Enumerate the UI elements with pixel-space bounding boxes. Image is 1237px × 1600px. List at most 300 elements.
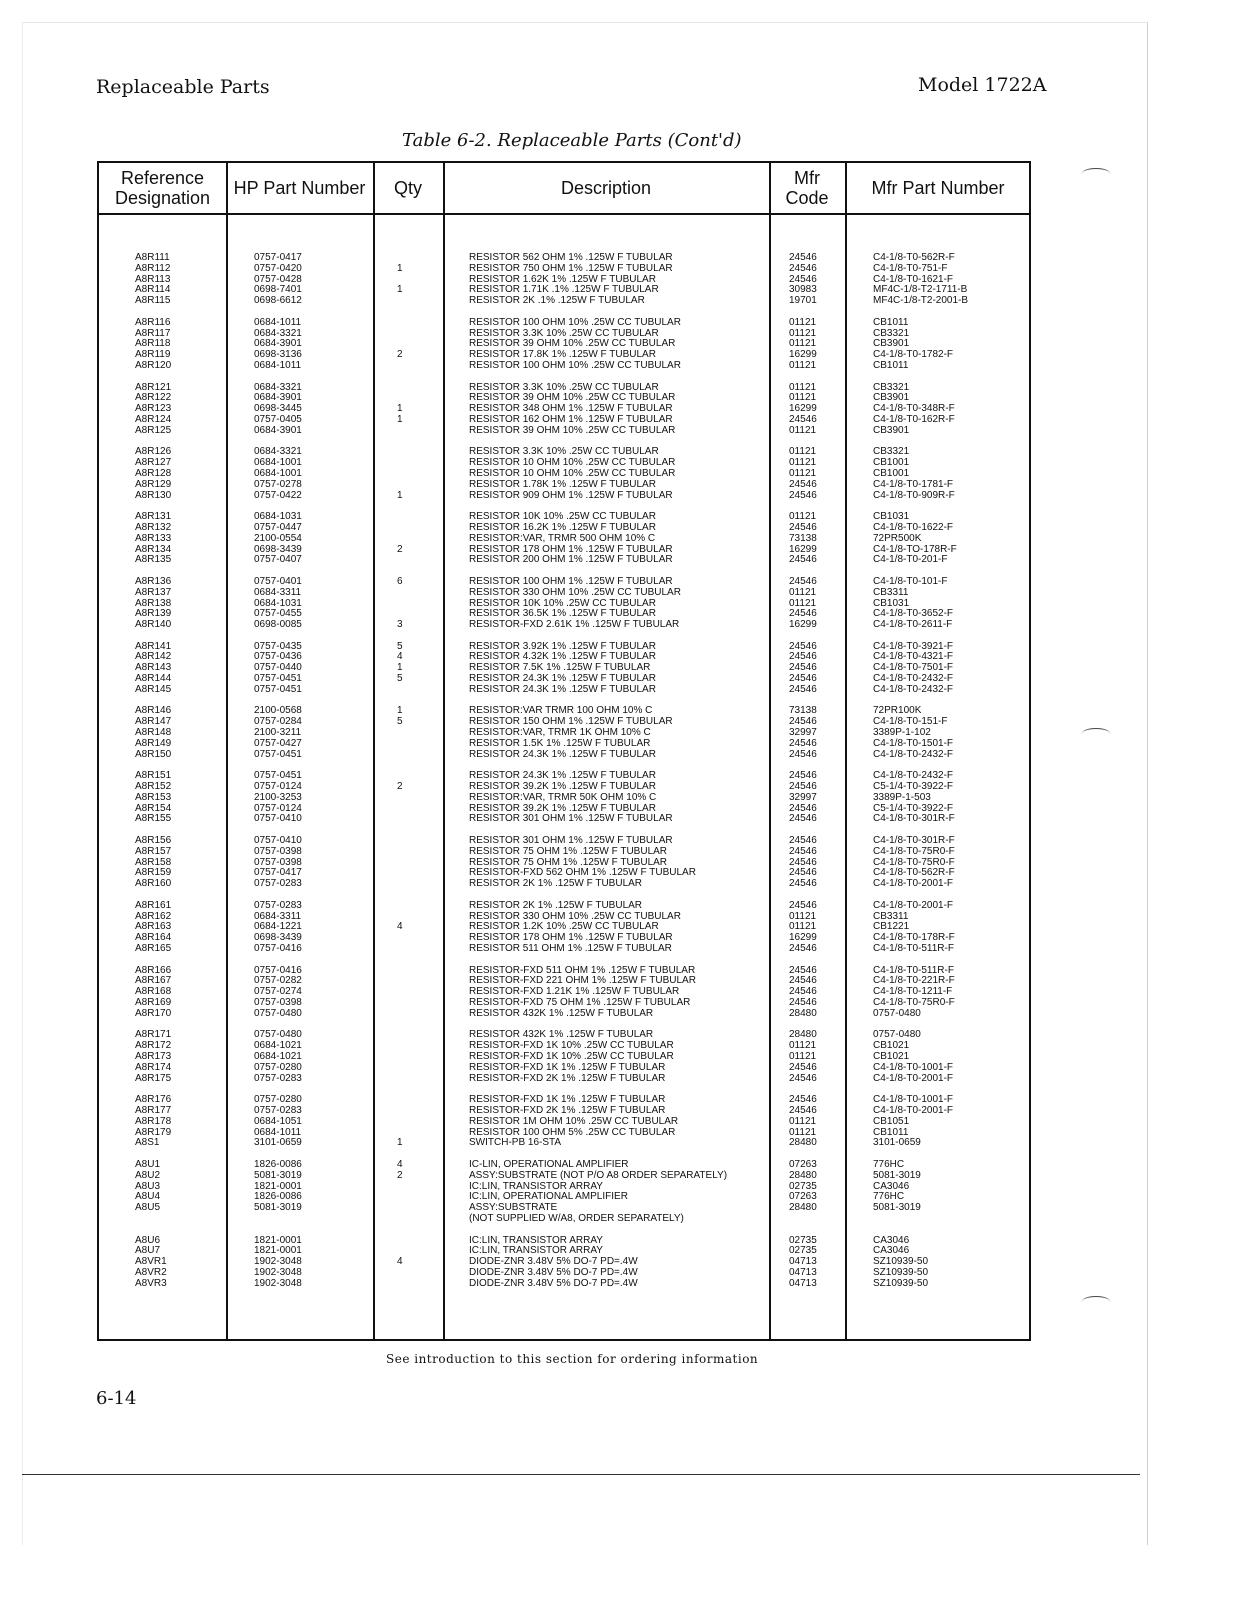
cell-ref-designation: A8R128 — [135, 467, 172, 479]
cell-ref-designation: A8R122 — [135, 392, 172, 404]
cell-mfr-code: 24546 — [789, 413, 817, 425]
row-group — [99, 642, 1029, 696]
table-row — [99, 750, 1029, 761]
cell-mfr-part-number: CA3046 — [873, 1234, 910, 1246]
cell-mfr-code: 16299 — [789, 619, 817, 631]
cell-description: RESISTOR 10K 10% .25W CC TUBULAR — [469, 597, 656, 609]
cell-mfr-code: 32997 — [789, 791, 817, 803]
cell-hp-part-number: 0684-3901 — [254, 338, 302, 350]
cell-hp-part-number: 0757-0283 — [254, 1072, 302, 1084]
table-row — [99, 847, 1029, 858]
cell-description: RESISTOR 330 OHM 10% .25W CC TUBULAR — [469, 586, 681, 598]
cell-ref-designation: A8R159 — [135, 867, 172, 879]
cell-hp-part-number: 5081-3019 — [254, 1202, 302, 1214]
cell-description: RESISTOR-FXD 2K 1% .125W F TUBULAR — [469, 1072, 666, 1084]
cell-mfr-code: 24546 — [789, 986, 817, 998]
cell-ref-designation: A8R132 — [135, 521, 172, 533]
row-group — [99, 901, 1029, 955]
cell-hp-part-number: 0757-0398 — [254, 845, 302, 857]
binding-mark — [1082, 168, 1110, 179]
cell-description: RESISTOR 100 OHM 5% .25W CC TUBULAR — [469, 1126, 676, 1138]
table-row — [99, 620, 1029, 631]
cell-qty: 4 — [397, 1158, 403, 1170]
cell-mfr-part-number: CB1021 — [873, 1040, 910, 1052]
cell-hp-part-number: 0698-3445 — [254, 403, 302, 415]
cell-mfr-code: 32997 — [789, 727, 817, 739]
cell-ref-designation: A8R163 — [135, 921, 172, 933]
cell-mfr-part-number: C4-1/8-T0-2001-F — [873, 1072, 954, 1084]
cell-hp-part-number: 0757-0280 — [254, 1061, 302, 1073]
cell-description: RESISTOR 909 OHM 1% .125W F TUBULAR — [469, 489, 673, 501]
cell-ref-designation: A8R149 — [135, 737, 172, 749]
cell-hp-part-number: 0757-0283 — [254, 878, 302, 890]
cell-mfr-part-number: CB3321 — [873, 327, 910, 339]
cell-description: RESISTOR-FXD 75 OHM 1% .125W F TUBULAR — [469, 996, 691, 1008]
cell-mfr-code: 24546 — [789, 975, 817, 987]
cell-description: RESISTOR 2K 1% .125W F TUBULAR — [469, 899, 643, 911]
cell-description: RESISTOR 10K 10% .25W CC TUBULAR — [469, 511, 656, 523]
cell-ref-designation: A8R157 — [135, 845, 172, 857]
cell-ref-designation: A8R118 — [135, 338, 171, 350]
cell-mfr-part-number: CB3901 — [873, 392, 910, 404]
cell-mfr-code: 04713 — [789, 1277, 817, 1289]
cell-ref-designation: A8R123 — [135, 403, 172, 415]
cell-mfr-code: 28480 — [789, 1007, 817, 1019]
cell-mfr-part-number: C4-1/8-T0-1211-F — [873, 986, 953, 998]
cell-mfr-part-number: C4-1/8-T0-2001-F — [873, 1104, 954, 1116]
cell-description: IC:LIN, OPERATIONAL AMPLIFIER — [469, 1191, 628, 1203]
cell-mfr-code: 01121 — [789, 381, 817, 393]
cell-description: RESISTOR 36.5K 1% .125W F TUBULAR — [469, 608, 656, 620]
cell-description: RESISTOR 1M OHM 10% .25W CC TUBULAR — [469, 1115, 679, 1127]
cell-description: RESISTOR-FXD 1K 10% .25W CC TUBULAR — [469, 1040, 674, 1052]
cell-qty: 3 — [397, 619, 403, 631]
row-group — [99, 836, 1029, 890]
cell-hp-part-number: 0757-0283 — [254, 899, 302, 911]
cell-hp-part-number: 0684-3901 — [254, 424, 302, 436]
cell-ref-designation: A8R165 — [135, 943, 172, 954]
cell-mfr-code: 24546 — [789, 996, 817, 1008]
cell-ref-designation: A8R179 — [135, 1126, 172, 1138]
cell-ref-designation: A8R131 — [135, 511, 172, 523]
cell-hp-part-number: 0684-1001 — [254, 467, 302, 479]
cell-ref-designation: A8R139 — [135, 608, 172, 620]
table-row — [99, 901, 1029, 912]
bottom-rule — [22, 1474, 1140, 1475]
cell-ref-designation: A8U6 — [135, 1234, 161, 1246]
cell-description: RESISTOR-FXD 1K 1% .125W F TUBULAR — [469, 1061, 666, 1073]
table-row — [99, 1117, 1029, 1128]
table-row — [99, 1009, 1029, 1020]
cell-description: RESISTOR 750 OHM 1% .125W F TUBULAR — [469, 262, 673, 274]
cell-mfr-code: 73138 — [789, 705, 817, 717]
cell-hp-part-number: 0757-0427 — [254, 737, 302, 749]
cell-mfr-code: 24546 — [789, 1061, 817, 1073]
cell-hp-part-number: 0684-1221 — [254, 921, 302, 933]
cell-mfr-code: 24546 — [789, 856, 817, 868]
ordering-note: See introduction to this section for ordering information — [386, 1352, 759, 1366]
cell-ref-designation: A8U2 — [135, 1169, 161, 1181]
cell-mfr-part-number: CB1001 — [873, 457, 910, 469]
cell-mfr-code: 01121 — [789, 1040, 817, 1052]
table-row — [99, 1214, 1029, 1225]
cell-description: (NOT SUPPLIED W/A8, ORDER SEPARATELY) — [469, 1212, 684, 1224]
table-row — [99, 480, 1029, 491]
cell-mfr-part-number: MF4C-1/8-T2-1711-B — [873, 284, 968, 296]
cell-ref-designation: A8R126 — [135, 446, 172, 458]
header-code-line1: Mfr — [794, 168, 820, 188]
row-group — [99, 1236, 1029, 1290]
cell-mfr-code: 01121 — [789, 424, 817, 436]
cell-hp-part-number: 1902-3048 — [254, 1256, 302, 1268]
table-row — [99, 814, 1029, 825]
cell-mfr-code: 24546 — [789, 1094, 817, 1106]
cell-description: RESISTOR 301 OHM 1% .125W F TUBULAR — [469, 835, 673, 847]
cell-hp-part-number: 0757-0398 — [254, 996, 302, 1008]
table-row — [99, 491, 1029, 502]
table-body — [99, 253, 1029, 1300]
header-mfr-code — [769, 163, 845, 213]
cell-mfr-part-number: C4-1/8-T0-75R0-F — [873, 845, 955, 857]
row-group — [99, 253, 1029, 307]
cell-ref-designation: A8R172 — [135, 1040, 172, 1052]
cell-description: RESISTOR 330 OHM 10% .25W CC TUBULAR — [469, 910, 681, 922]
cell-mfr-code: 02735 — [789, 1180, 817, 1192]
cell-hp-part-number: 0684-1011 — [254, 316, 302, 328]
cell-ref-designation: A8R129 — [135, 478, 172, 490]
cell-description: DIODE-ZNR 3.48V 5% DO-7 PD=.4W — [469, 1266, 638, 1278]
table-row — [99, 588, 1029, 599]
cell-ref-designation: A8R144 — [135, 673, 172, 685]
cell-qty: 2 — [397, 543, 403, 555]
cell-mfr-part-number: 72PR500K — [873, 532, 922, 544]
cell-qty: 4 — [397, 651, 403, 663]
header-ref-line2: Designation — [114, 188, 211, 208]
cell-mfr-code: 30983 — [789, 284, 817, 296]
cell-mfr-part-number: C4-1/8-T0-3652-F — [873, 608, 954, 620]
cell-mfr-part-number: CB1011 — [873, 316, 909, 328]
cell-ref-designation: A8R145 — [135, 683, 172, 695]
cell-mfr-part-number: SZ10939-50 — [873, 1256, 929, 1268]
cell-hp-part-number: 0684-3321 — [254, 381, 302, 393]
cell-mfr-code: 01121 — [789, 446, 817, 458]
cell-ref-designation: A8R119 — [135, 349, 171, 361]
cell-mfr-part-number: 5081-3019 — [873, 1169, 921, 1181]
cell-hp-part-number: 0757-0398 — [254, 856, 302, 868]
cell-ref-designation: A8R173 — [135, 1050, 172, 1062]
cell-description: RESISTOR 100 OHM 10% .25W CC TUBULAR — [469, 359, 681, 371]
cell-mfr-code: 16299 — [789, 349, 817, 361]
cell-ref-designation: A8R113 — [135, 273, 171, 285]
cell-description: DIODE-ZNR 3.48V 5% DO-7 PD=.4W — [469, 1256, 638, 1268]
cell-mfr-part-number: CB1021 — [873, 1050, 910, 1062]
parts-table — [97, 161, 1031, 1341]
cell-description: RESISTOR 100 OHM 10% .25W CC TUBULAR — [469, 316, 681, 328]
cell-description: RESISTOR 17.8K 1% .125W F TUBULAR — [469, 349, 656, 361]
cell-mfr-code: 01121 — [789, 316, 817, 328]
cell-ref-designation: A8VR1 — [135, 1256, 167, 1268]
cell-mfr-part-number: CB1011 — [873, 359, 909, 371]
cell-mfr-part-number: C4-1/8-TO-178R-F — [873, 543, 957, 555]
cell-mfr-part-number: C4-1/8-T0-751-F — [873, 262, 948, 274]
cell-qty: 1 — [397, 403, 403, 415]
cell-description: RESISTOR 178 OHM 1% .125W F TUBULAR — [469, 932, 673, 944]
table-row — [99, 426, 1029, 437]
cell-ref-designation: A8R167 — [135, 975, 172, 987]
cell-hp-part-number: 0757-0283 — [254, 1104, 302, 1116]
cell-description: RESISTOR 16.2K 1% .125W F TUBULAR — [469, 521, 656, 533]
cell-description: RESISTOR 1.62K 1% .125W F TUBULAR — [469, 273, 656, 285]
cell-hp-part-number: 0698-3439 — [254, 932, 302, 944]
cell-mfr-code: 01121 — [789, 1050, 817, 1062]
table-row — [99, 296, 1029, 307]
cell-hp-part-number: 0684-1031 — [254, 597, 302, 609]
cell-mfr-part-number: C4-1/8-T0-511R-F — [873, 964, 954, 976]
cell-mfr-part-number: C4-1/8-T0-1001-F — [873, 1094, 954, 1106]
table-row — [99, 1279, 1029, 1290]
cell-hp-part-number: 0757-0447 — [254, 521, 302, 533]
cell-mfr-code: 01121 — [789, 392, 817, 404]
cell-ref-designation: A8U3 — [135, 1180, 161, 1192]
table-row — [99, 944, 1029, 955]
cell-mfr-part-number: CB1221 — [873, 921, 910, 933]
cell-mfr-part-number: C4-1/8-T0-2432-F — [873, 673, 954, 685]
cell-hp-part-number: 0757-0440 — [254, 662, 302, 674]
cell-hp-part-number: 0757-0480 — [254, 1007, 302, 1019]
cell-mfr-part-number: SZ10939-50 — [873, 1277, 929, 1289]
cell-mfr-code: 24546 — [789, 781, 817, 793]
cell-description: ASSY:SUBSTRATE — [469, 1202, 558, 1214]
cell-mfr-part-number: C4-1/8-T0-562R-F — [873, 252, 955, 263]
cell-qty: 6 — [397, 575, 403, 587]
cell-mfr-part-number: C4-1/8-T0-301R-F — [873, 813, 955, 825]
cell-mfr-part-number: C5-1/4-T0-3922-F — [873, 781, 954, 793]
cell-description: RESISTOR 24.3K 1% .125W F TUBULAR — [469, 683, 656, 695]
cell-description: RESISTOR 432K 1% .125W F TUBULAR — [469, 1029, 654, 1041]
cell-mfr-code: 73138 — [789, 532, 817, 544]
cell-hp-part-number: 0684-1031 — [254, 511, 302, 523]
cell-description: RESISTOR 3.3K 10% .25W CC TUBULAR — [469, 327, 659, 339]
header-mfr-part-number: Mfr Part Number — [871, 178, 1005, 198]
binding-mark — [1082, 1296, 1110, 1307]
cell-mfr-part-number: 3389P-1-503 — [873, 791, 931, 803]
cell-mfr-code: 01121 — [789, 338, 817, 350]
cell-mfr-part-number: CB1011 — [873, 1126, 909, 1138]
cell-mfr-code: 24546 — [789, 683, 817, 695]
cell-hp-part-number: 2100-0568 — [254, 705, 302, 717]
cell-qty: 2 — [397, 349, 403, 361]
cell-qty: 1 — [397, 489, 403, 501]
cell-description: RESISTOR:VAR, TRMR 1K OHM 10% C — [469, 727, 651, 739]
cell-hp-part-number: 0757-0416 — [254, 943, 302, 954]
cell-mfr-code: 24546 — [789, 651, 817, 663]
cell-description: SWITCH-PB 16-STA — [469, 1137, 562, 1149]
cell-mfr-code: 07263 — [789, 1191, 817, 1203]
cell-mfr-code: 01121 — [789, 586, 817, 598]
cell-description: RESISTOR 3.3K 10% .25W CC TUBULAR — [469, 381, 659, 393]
cell-mfr-code: 24546 — [789, 273, 817, 285]
cell-description: RESISTOR:VAR, TRMR 500 OHM 10% C — [469, 532, 656, 544]
cell-hp-part-number: 0757-0405 — [254, 413, 302, 425]
cell-ref-designation: A8R151 — [135, 770, 172, 782]
cell-hp-part-number: 0757-0451 — [254, 770, 302, 782]
table-row — [99, 879, 1029, 890]
cell-mfr-code: 04713 — [789, 1266, 817, 1278]
cell-mfr-part-number: C4-1/8-T0-75R0-F — [873, 996, 955, 1008]
cell-hp-part-number: 1826-0086 — [254, 1158, 302, 1170]
table-row — [99, 318, 1029, 329]
cell-hp-part-number: 0684-1011 — [254, 359, 302, 371]
cell-mfr-part-number: C4-1/8-T0-1001-F — [873, 1061, 954, 1073]
cell-ref-designation: A8R136 — [135, 575, 172, 587]
cell-ref-designation: A8R135 — [135, 554, 172, 566]
cell-hp-part-number: 0757-0280 — [254, 1094, 302, 1106]
cell-description: RESISTOR 301 OHM 1% .125W F TUBULAR — [469, 813, 673, 825]
cell-mfr-part-number: CA3046 — [873, 1180, 910, 1192]
cell-description: RESISTOR-FXD 1K 1% .125W F TUBULAR — [469, 1094, 666, 1106]
cell-ref-designation: A8R176 — [135, 1094, 172, 1106]
cell-hp-part-number: 0684-3311 — [254, 586, 302, 598]
cell-hp-part-number: 0684-1051 — [254, 1115, 302, 1127]
cell-hp-part-number: 1821-0001 — [254, 1180, 302, 1192]
cell-ref-designation: A8R168 — [135, 986, 172, 998]
cell-hp-part-number: 0698-0085 — [254, 619, 302, 631]
cell-mfr-part-number: 0757-0480 — [873, 1007, 921, 1019]
cell-hp-part-number: 0757-0435 — [254, 640, 302, 652]
cell-description: RESISTOR-FXD 221 OHM 1% .125W F TUBULAR — [469, 975, 696, 987]
cell-mfr-part-number: C5-1/4-T0-3922-F — [873, 802, 954, 814]
cell-hp-part-number: 1902-3048 — [254, 1266, 302, 1278]
cell-mfr-code: 24546 — [789, 716, 817, 728]
cell-hp-part-number: 0757-0436 — [254, 651, 302, 663]
cell-hp-part-number: 0684-3321 — [254, 327, 302, 339]
cell-description: RESISTOR 75 OHM 1% .125W F TUBULAR — [469, 856, 668, 868]
cell-mfr-code: 24546 — [789, 835, 817, 847]
cell-ref-designation: A8R147 — [135, 716, 172, 728]
table-title: Table 6-2. Replaceable Parts (Cont'd) — [402, 130, 742, 151]
cell-hp-part-number: 0757-0278 — [254, 478, 302, 490]
cell-ref-designation: A8R166 — [135, 964, 172, 976]
row-group — [99, 577, 1029, 631]
table-row — [99, 1063, 1029, 1074]
cell-mfr-code: 02735 — [789, 1245, 817, 1257]
cell-hp-part-number: 3101-0659 — [254, 1137, 302, 1149]
cell-mfr-part-number: SZ10939-50 — [873, 1266, 929, 1278]
cell-mfr-part-number: C4-1/8-T0-221R-F — [873, 975, 955, 987]
cell-ref-designation: A8R178 — [135, 1115, 172, 1127]
table-row — [99, 534, 1029, 545]
cell-ref-designation: A8R162 — [135, 910, 172, 922]
cell-mfr-part-number: C4-1/8-T0-2611-F — [873, 619, 953, 631]
cell-ref-designation: A8R146 — [135, 705, 172, 717]
cell-ref-designation: A8R161 — [135, 899, 172, 911]
page-number: 6-14 — [96, 1388, 137, 1409]
cell-description: RESISTOR 24.3K 1% .125W F TUBULAR — [469, 673, 656, 685]
cell-description: RESISTOR 39 OHM 10% .25W CC TUBULAR — [469, 338, 676, 350]
cell-description: RESISTOR:VAR TRMR 100 OHM 10% C — [469, 705, 653, 717]
cell-mfr-code: 16299 — [789, 403, 817, 415]
cell-ref-designation: A8R158 — [135, 856, 172, 868]
cell-hp-part-number: 0757-0455 — [254, 608, 302, 620]
cell-mfr-code: 24546 — [789, 943, 817, 954]
row-group — [99, 1095, 1029, 1149]
cell-mfr-part-number: C4-1/8-T0-75R0-F — [873, 856, 955, 868]
cell-qty: 1 — [397, 1137, 403, 1149]
cell-ref-designation: A8R138 — [135, 597, 172, 609]
cell-hp-part-number: 0757-0282 — [254, 975, 302, 987]
cell-mfr-code: 28480 — [789, 1137, 817, 1149]
cell-description: RESISTOR 1.71K .1% .125W F TUBULAR — [469, 284, 659, 296]
cell-mfr-code: 24546 — [789, 640, 817, 652]
cell-hp-part-number: 1821-0001 — [254, 1234, 302, 1246]
cell-mfr-part-number: C4-1/8-T0-2001-F — [873, 899, 954, 911]
cell-description: RESISTOR 511 OHM 1% .125W F TUBULAR — [469, 943, 672, 954]
cell-description: RESISTOR 150 OHM 1% .125W F TUBULAR — [469, 716, 673, 728]
cell-qty: 1 — [397, 413, 403, 425]
cell-mfr-code: 19701 — [789, 295, 817, 307]
cell-hp-part-number: 0757-0451 — [254, 748, 302, 760]
cell-ref-designation: A8R154 — [135, 802, 172, 814]
cell-hp-part-number: 0757-0417 — [254, 867, 302, 879]
cell-hp-part-number: 0757-0274 — [254, 986, 302, 998]
cell-hp-part-number: 0698-3439 — [254, 543, 302, 555]
cell-qty: 5 — [397, 716, 403, 728]
cell-ref-designation: A8R114 — [135, 284, 171, 296]
cell-hp-part-number: 0684-1021 — [254, 1050, 302, 1062]
cell-ref-designation: A8R155 — [135, 813, 172, 825]
cell-qty: 1 — [397, 262, 403, 274]
cell-mfr-part-number: C4-1/8-T0-2432-F — [873, 683, 954, 695]
cell-mfr-part-number: C4-1/8-T0-178R-F — [873, 932, 955, 944]
cell-mfr-code: 24546 — [789, 1104, 817, 1116]
cell-mfr-part-number: C4-1/8-T0-7501-F — [873, 662, 954, 674]
cell-description: RESISTOR-FXD 2K 1% .125W F TUBULAR — [469, 1104, 666, 1116]
cell-ref-designation: A8R148 — [135, 727, 172, 739]
cell-ref-designation: A8R111 — [135, 252, 170, 263]
cell-mfr-part-number: C4-1/8-T0-2001-F — [873, 878, 954, 890]
cell-ref-designation: A8R156 — [135, 835, 172, 847]
cell-mfr-part-number: 5081-3019 — [873, 1202, 921, 1214]
cell-mfr-part-number: C4-1/8-T0-201-F — [873, 554, 948, 566]
row-group — [99, 383, 1029, 437]
cell-mfr-part-number: C4-1/8-T0-3921-F — [873, 640, 954, 652]
cell-description: RESISTOR 4.32K 1% .125W F TUBULAR — [469, 651, 656, 663]
cell-mfr-code: 01121 — [789, 1126, 817, 1138]
cell-description: RESISTOR 200 OHM 1% .125W F TUBULAR — [469, 554, 673, 566]
cell-description: RESISTOR 10 OHM 10% .25W CC TUBULAR — [469, 457, 676, 469]
cell-mfr-code: 28480 — [789, 1169, 817, 1181]
header-ref-line1: Reference — [120, 168, 205, 188]
cell-mfr-code: 24546 — [789, 770, 817, 782]
cell-hp-part-number: 0684-1001 — [254, 457, 302, 469]
cell-description: RESISTOR 24.3K 1% .125W F TUBULAR — [469, 748, 656, 760]
table-row — [99, 264, 1029, 275]
cell-ref-designation: A8R127 — [135, 457, 172, 469]
cell-mfr-part-number: C4-1/8-T0-1621-F — [873, 273, 954, 285]
cell-hp-part-number: 0757-0416 — [254, 964, 302, 976]
cell-qty: 2 — [397, 1169, 403, 1181]
cell-mfr-part-number: C4-1/8-T0-562R-F — [873, 867, 955, 879]
cell-ref-designation: A8R133 — [135, 532, 172, 544]
cell-ref-designation: A8R177 — [135, 1104, 172, 1116]
cell-hp-part-number: 0757-0401 — [254, 575, 302, 587]
cell-mfr-code: 04713 — [789, 1256, 817, 1268]
table-row — [99, 555, 1029, 566]
cell-description: RESISTOR 432K 1% .125W F TUBULAR — [469, 1007, 654, 1019]
cell-ref-designation: A8R150 — [135, 748, 172, 760]
cell-mfr-code: 24546 — [789, 813, 817, 825]
cell-description: RESISTOR:VAR, TRMR 50K OHM 10% C — [469, 791, 657, 803]
